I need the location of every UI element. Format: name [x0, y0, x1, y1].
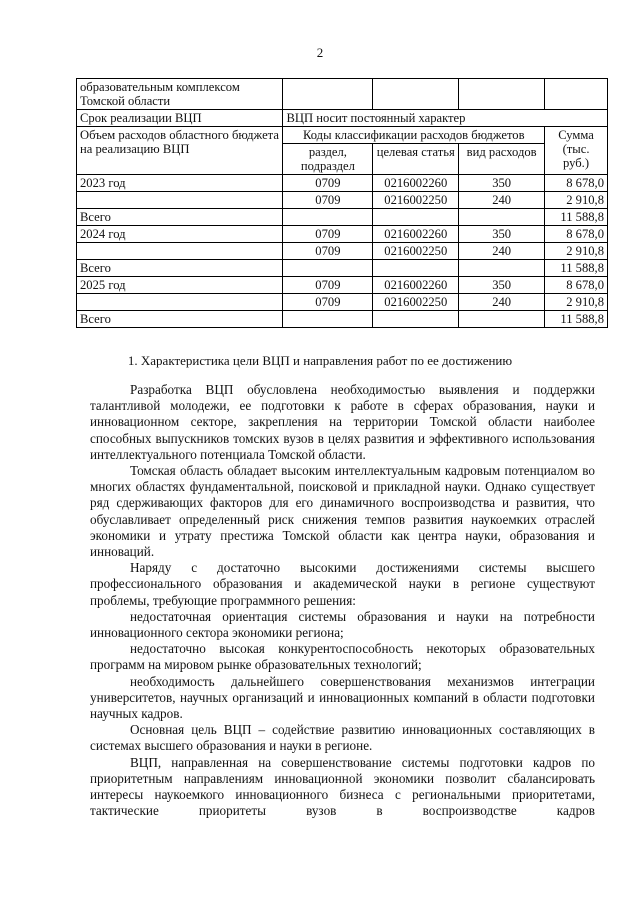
col-expense-header: вид расходов	[459, 144, 545, 175]
body-text	[90, 382, 595, 819]
list-item: недостаточная ориентация системы образования и науки на потребности инновационного сектора экономики региона;	[90, 608, 595, 641]
table-row: 0709 0216002250 240 2 910,8	[77, 243, 608, 260]
table-row	[77, 127, 608, 144]
term-label: Срок реализации ВЦП	[77, 110, 283, 127]
table-row: 2023 год 0709 0216002260 350 8 678,0	[77, 175, 608, 192]
col-target-header: целевая статья	[373, 144, 459, 175]
total-amount: 11 588,8	[545, 260, 608, 277]
table-row: 0709 0216002250 240 2 910,8	[77, 192, 608, 209]
sum-header: Сумма (тыс. руб.)	[545, 127, 608, 175]
budget-label: Объем расходов областного бюджета на реализацию ВЦП	[77, 127, 283, 175]
paragraph: Томская область обладает высоким интеллектуальным кадровым потенциалом во многих областях фундаментальной, поисковой и прикладной науки. Однако существует ряд сдерживающих факторов для его динамичного воспроизводства и развития, что обуславливает определенный риск снижения темпов развития наукоемких отраслей экономики и утрату престижа Томской области как центра науки, образования и инноваций.	[90, 463, 595, 560]
col-section-header: раздел, подраздел	[283, 144, 373, 175]
year-label: 2024 год	[77, 226, 283, 243]
total-label: Всего	[77, 260, 283, 277]
total-amount: 11 588,8	[545, 209, 608, 226]
table-row	[77, 110, 608, 127]
term-value: ВЦП носит постоянный характер	[283, 110, 608, 127]
table-row	[77, 311, 608, 328]
section-title: 1. Характеристика цели ВЦП и направления работ по ее достижению	[127, 353, 513, 368]
table-row	[77, 209, 608, 226]
table-row	[77, 260, 608, 277]
total-label: Всего	[77, 209, 283, 226]
paragraph: Разработка ВЦП обусловлена необходимостью выявления и поддержки талантливой молодежи, ее подготовки к работе в сферах образования, науки и инновационном секторе, закрепления на территории Томской области наиболее способных выпускников томских вузов в целях развития и эффективного использования интеллектуального потенциала Томской области.	[90, 382, 595, 462]
total-amount: 11 588,8	[545, 311, 608, 328]
paragraph: Наряду с достаточно высокими достижениями системы высшего профессионального образования и академической науки в регионе существуют проблемы, требующие программного решения:	[90, 560, 595, 608]
continuation-cell: образовательным комплексом Томской области	[77, 79, 283, 110]
total-label: Всего	[77, 311, 283, 328]
list-item: необходимость дальнейшего совершенствования механизмов интеграции университетов, научных организаций и инновационных компаний в области подготовки научных кадров.	[90, 673, 595, 722]
year-label: 2023 год	[77, 175, 283, 192]
codes-header: Коды классификации расходов бюджетов	[283, 127, 545, 144]
paragraph: ВЦП, направленная на совершенствование системы подготовки кадров по приоритетным направлениям инновационной экономики позволит сбалансировать интересы наукоемкого инновационного бизнеса с региональными приоритетами, тактические приоритеты вузов в воспроизводстве кадров	[90, 754, 595, 819]
year-label: 2025 год	[77, 277, 283, 294]
paragraph: Основная цель ВЦП – содействие развитию инновационных составляющих в системах высшего образования и науки в регионе.	[90, 722, 595, 754]
table-row: 2024 год 0709 0216002260 350 8 678,0	[77, 226, 608, 243]
table-row: 2025 год 0709 0216002260 350 8 678,0	[77, 277, 608, 294]
list-item: недостаточно высокая конкурентоспособность некоторых образовательных программ на мировом рынке образовательных технологий;	[90, 641, 595, 673]
table-row: 0709 0216002250 240 2 910,8	[77, 294, 608, 311]
program-passport-table	[76, 78, 608, 328]
page-number: 2	[316, 45, 324, 60]
table-row	[77, 79, 608, 110]
